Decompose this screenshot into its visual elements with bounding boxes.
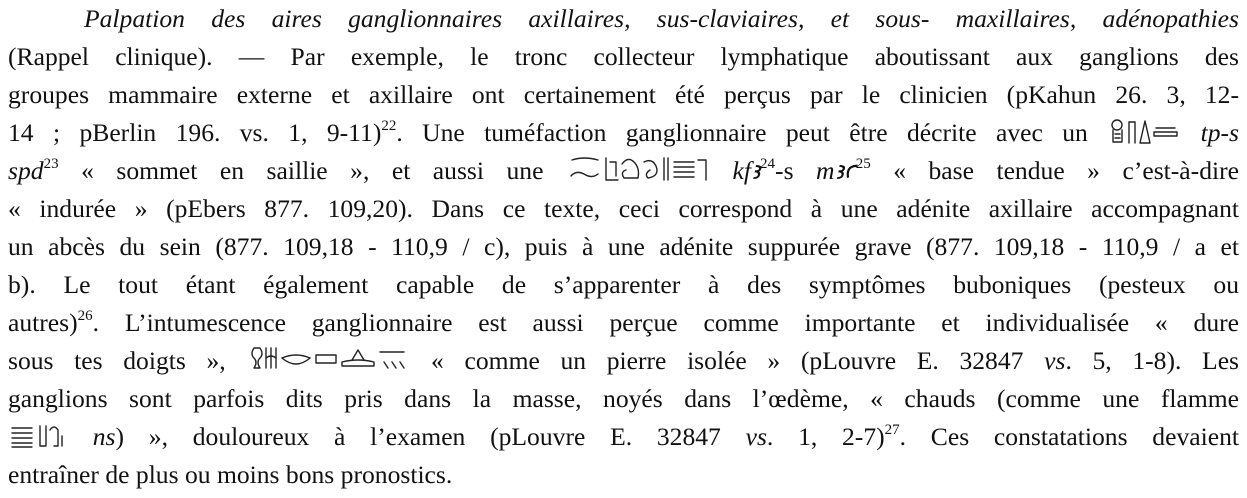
line-5: [8, 152, 1239, 190]
line-9: [8, 304, 1239, 342]
hieroglyph-tp-spd-icon: [1109, 118, 1179, 146]
text-span: ganglions sont parfois dits pris dans la masse, noyés dans l’œdème, « chauds (comme une flamme: [8, 384, 1239, 413]
text-span: un abcès du sein (877. 109,18 - 110,9 / c), puis à une adénite suppurée grave (877. 109,18 - 110,9 / a et: [8, 232, 1239, 261]
transliteration: tp-s: [1200, 118, 1239, 147]
line-6: [8, 190, 1239, 228]
text-span: . Ces constatations devaient: [899, 422, 1239, 451]
text-span: « base tendue » c’est-à-dire: [893, 156, 1239, 185]
text-span: -s: [775, 156, 794, 185]
text-span: (Rappel clinique). — Par exemple, le tronc collecteur lymphatique aboutissant aux ganglions des: [8, 42, 1239, 71]
text-span: groupes mammaire externe et axillaire ont certainement été perçus par le clinicien (pKahun 26. 3, 12-: [8, 80, 1239, 109]
text-span: . 5, 1-8). Les: [1065, 346, 1240, 375]
text-span: « comme un pierre isolée » (pLouvre E. 32847: [431, 346, 1024, 375]
line-13: [8, 456, 1239, 494]
footnote-ref-25: 25: [855, 156, 871, 172]
line-3: [8, 76, 1239, 114]
text-span: ) », douloureux à l’examen (pLouvre E. 32847: [115, 422, 721, 451]
text-span: . 1, 2-7): [766, 422, 885, 451]
hieroglyph-stone-icon: [248, 344, 408, 374]
text-span: b). Le tout étant également capable de s’apparenter à des symptômes buboniques (pesteux ou: [8, 270, 1239, 299]
line-8: [8, 266, 1239, 304]
text-span: . Une tuméfaction ganglionnaire peut être décrite avec un: [396, 118, 1088, 147]
section-title: Palpation des aires ganglionnaires axillaires, sus-claviaires, et sous- maxillaires, adénopathies: [84, 4, 1239, 33]
footnote-ref-27: 27: [884, 422, 900, 438]
line-11: [8, 380, 1239, 418]
text-span-italic: vs: [745, 422, 767, 451]
line-12: [8, 418, 1239, 456]
line-2: [8, 38, 1239, 76]
text-span: entraîner de plus ou moins bons pronostics.: [8, 460, 453, 489]
text-span: . L’intumescence ganglionnaire est aussi perçue comme importante et individualisée « dure: [92, 308, 1239, 337]
line-1: [8, 0, 1239, 38]
text-span: « sommet en saillie », et aussi une: [81, 156, 544, 185]
transliteration: ns: [92, 422, 116, 451]
hieroglyph-ns-icon: [10, 422, 66, 450]
text-span: « indurée » (pEbers 877. 109,20). Dans ce texte, ceci correspond à une adénite axillaire accompagnant: [8, 194, 1239, 223]
footnote-ref-26: 26: [77, 308, 93, 324]
document-page: [8, 0, 1239, 494]
footnote-ref-23: 23: [43, 156, 59, 172]
transliteration: kfꜣ: [732, 156, 761, 185]
line-7: [8, 228, 1239, 266]
line-10: [8, 342, 1239, 380]
text-span: autres): [8, 308, 78, 337]
text-span: sous tes doigts »,: [8, 346, 226, 375]
text-span: 14 ; pBerlin 196. vs. 1, 9-11): [8, 118, 382, 147]
text-span-italic: vs: [1044, 346, 1066, 375]
footnote-ref-22: 22: [381, 118, 397, 134]
transliteration: mꜣꜥ: [816, 156, 856, 185]
footnote-ref-24: 24: [760, 156, 776, 172]
transliteration: spd: [8, 156, 44, 185]
line-4: [8, 114, 1239, 152]
hieroglyph-kfa-maa-icon: [568, 154, 708, 184]
